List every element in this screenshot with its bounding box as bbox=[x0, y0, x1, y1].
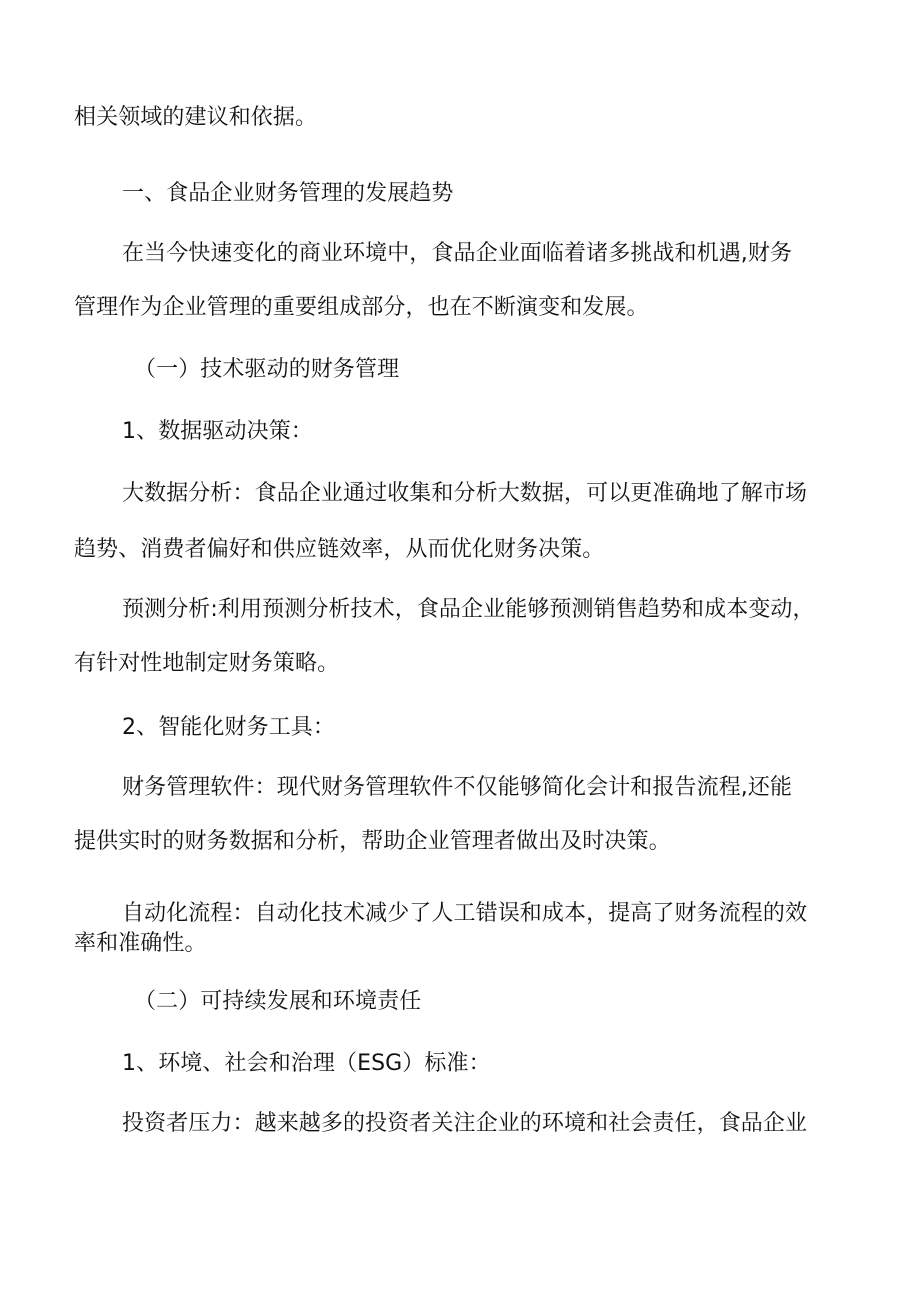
paragraph-line: 在当今快速变化的商业环境中，食品企业面临着诸多挑战和机遇,财务 bbox=[122, 241, 793, 266]
paragraph-line: 有针对性地制定财务策略。 bbox=[74, 651, 340, 676]
item-heading: 2、智能化财务工具： bbox=[122, 715, 335, 740]
paragraph-continuation: 相关领域的建议和依据。 bbox=[74, 105, 318, 130]
paragraph-line: 自动化流程：自动化技术减少了人工错误和成本，提高了财务流程的效 bbox=[122, 901, 808, 926]
paragraph-line: 趋势、消费者偏好和供应链效率，从而优化财务决策。 bbox=[74, 537, 605, 562]
subsection-heading: （二）可持续发展和环境责任 bbox=[134, 989, 422, 1014]
item-heading: 1、数据驱动决策： bbox=[122, 419, 313, 444]
section-heading: 一、食品企业财务管理的发展趋势 bbox=[122, 181, 454, 206]
paragraph-line: 投资者压力：越来越多的投资者关注企业的环境和社会责任，食品企业 bbox=[122, 1111, 808, 1136]
item-heading: 1、环境、社会和治理（ESG）标准： bbox=[122, 1051, 491, 1076]
subsection-heading: （一）技术驱动的财务管理 bbox=[134, 357, 400, 382]
paragraph-line: 管理作为企业管理的重要组成部分，也在不断演变和发展。 bbox=[74, 295, 649, 320]
paragraph-line: 财务管理软件：现代财务管理软件不仅能够简化会计和报告流程,还能 bbox=[122, 775, 793, 800]
paragraph-line: 预测分析:利用预测分析技术，食品企业能够预测销售趋势和成本变动， bbox=[122, 597, 815, 622]
paragraph-line: 大数据分析：食品企业通过收集和分析大数据，可以更准确地了解市场 bbox=[122, 481, 808, 506]
paragraph-line: 率和准确性。 bbox=[74, 931, 207, 956]
paragraph-line: 提供实时的财务数据和分析，帮助企业管理者做出及时决策。 bbox=[74, 829, 671, 854]
